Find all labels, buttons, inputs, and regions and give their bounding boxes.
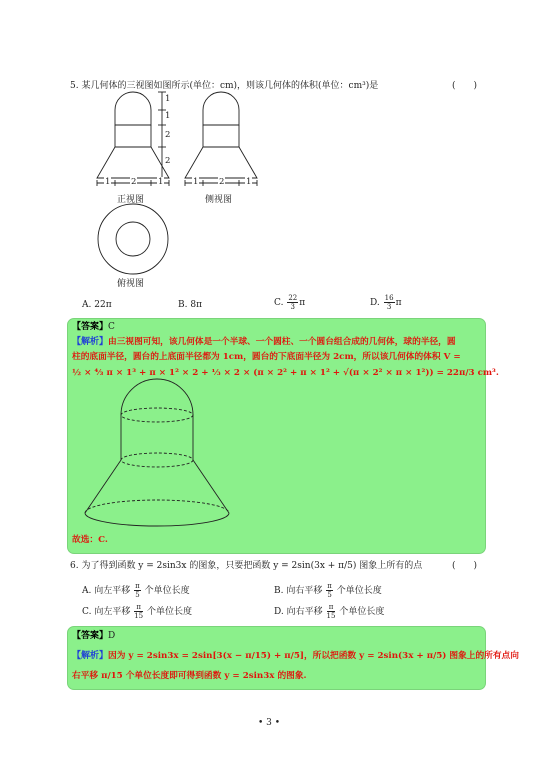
dim-vertical-3: 2 [165,130,171,140]
answer-paren: ( ) [452,81,478,91]
question-6-stem: 6. 为了得到函数 y = 2sin3x 的图象，只要把函数 y = 2sin(3x + π/5) 图象上所有的点 [70,561,423,571]
analysis-5-line2: 柱的底面半径，圆台的上底面半径都为 1cm，圆台的下底面半径为 2cm，所以该几何体的体积 V = [72,352,461,362]
top-view-caption: 俯视图 [117,279,145,289]
answer-6-line: 【答案】D [72,631,116,641]
dim-front-left: 1 [105,177,111,187]
q6-option-b: B. 向右平移 $\frac{\pi}{5}$ 个单位长度 [274,582,382,599]
dim-vertical-4: 2 [165,156,171,166]
front-view-caption: 正视图 [117,195,145,205]
dim-side-mid: 2 [219,177,225,187]
page-number: • 3 • [258,718,281,728]
option-c: C. $\frac{22}{3}$ π [274,294,306,311]
analysis-5-conclusion: 故选：C. [72,535,108,545]
option-b: B. 8π [178,300,203,310]
dim-vertical-1: 1 [165,94,171,104]
analysis-5-line1: 【解析】由三视图可知，该几何体是一个半球、一个圆柱、一个圆台组合成的几何体，球的半径，圆 [72,337,456,347]
q6-option-d: D. 向右平移 $\frac{\pi}{15}$ 个单位长度 [274,603,385,620]
q6-option-a: A. 向左平移 $\frac{\pi}{5}$ 个单位长度 [82,582,190,599]
q6-option-c: C. 向左平移 $\frac{\pi}{15}$ 个单位长度 [82,603,193,620]
answer-5-line: 【答案】C [72,322,115,332]
analysis-5-formula: ½ × ⁴⁄₃ π × 1³ + π × 1² × 2 + ⅓ × 2 × (π × 2² + π × 1² + √(π × 2² × π × 1²)) = 22π/3 cm³. [72,368,499,378]
option-d: D. $\frac{16}{3}$ π [370,294,402,311]
analysis-6-line1: 【解析】因为 y = 2sin3x = 2sin[3(x − π/15) + π/5]，所以把函数 y = 2sin(3x + π/5) 图象上的所有点向 [72,651,519,661]
option-a: A. 22π [82,300,112,310]
question-5-stem: 5. 某几何体的三视图如图所示(单位：cm)，则该几何体的体积(单位：cm³)是 [70,81,379,91]
dim-side-right: 1 [246,177,252,187]
answer-paren-6: ( ) [452,561,478,571]
dim-front-right: 1 [158,177,164,187]
side-view-caption: 侧视图 [205,195,233,205]
dim-front-mid: 2 [131,177,137,187]
analysis-6-line2: 右平移 π/15 个单位长度即可得到函数 y = 2sin3x 的图象. [72,671,307,681]
dim-vertical-2: 1 [165,111,171,121]
dim-side-left: 1 [193,177,199,187]
